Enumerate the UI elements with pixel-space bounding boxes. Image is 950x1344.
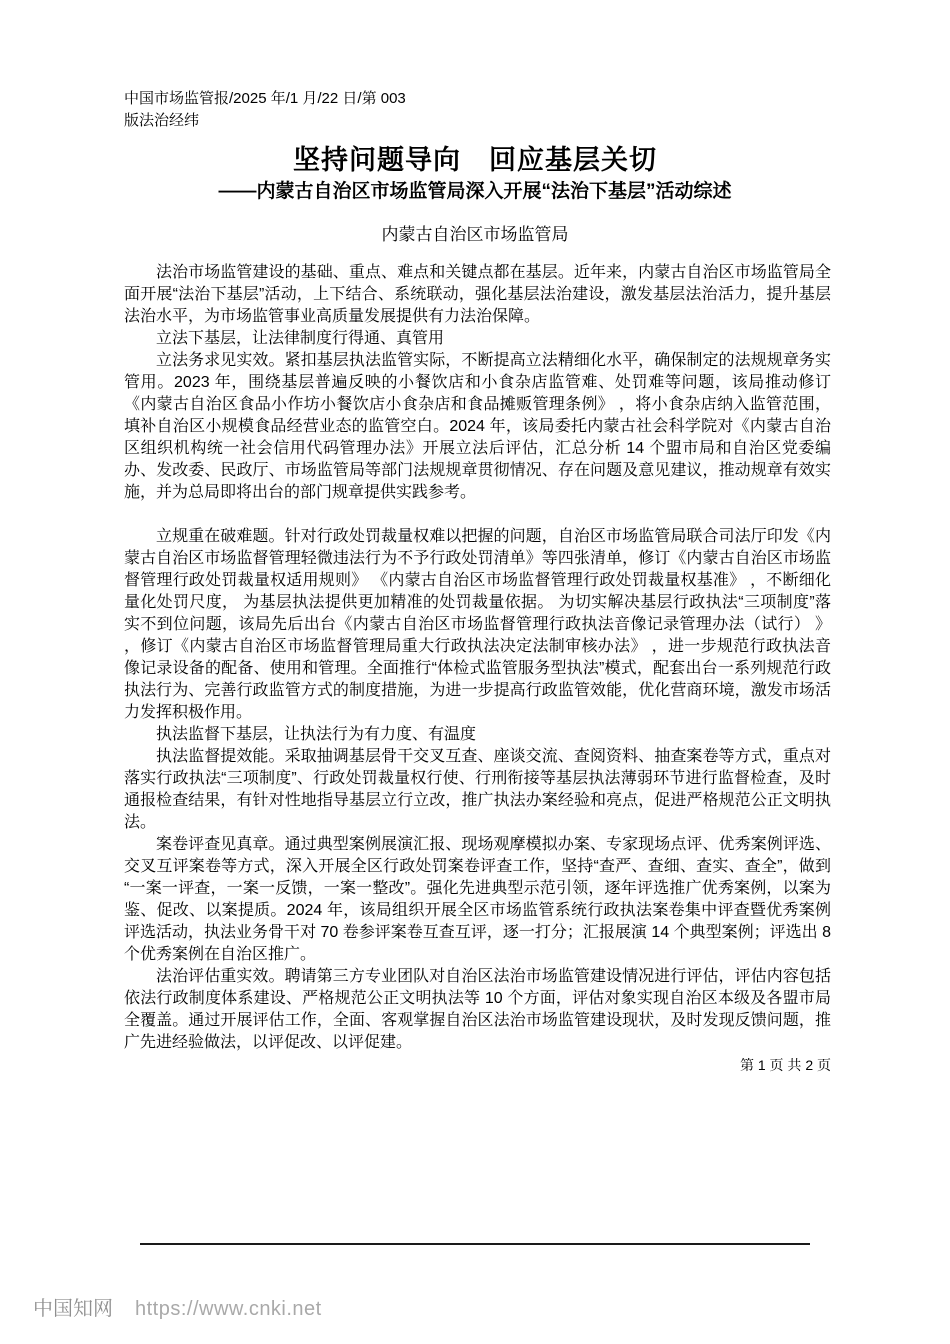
article-paragraph: 案卷评查见真章。通过典型案例展演汇报、现场观摩模拟办案、专家现场点评、优秀案例评选、交叉互评案卷等方式，深入开展全区行政处罚案卷评查工作，坚持“查严、查细、查实、查全”，做到“一案一评查，一案一反馈，一案一整改”。强化先进典型示范引领，逐年评选推广优秀案例，以案为鉴、促改、以案提质。2024 年，该局组织开展全区市场监管系统行政执法案卷集中评查暨优秀案例评选活动，执法业务骨干对 70 卷参评案卷互查互评，逐一打分；汇报展演 14 个典型案例；评选出 8 个优秀案例在自治区推广。: [124, 836, 831, 963]
section-subhead: 立法下基层，让法律制度行得通、真管用: [156, 330, 445, 347]
section-subhead: 执法监督下基层，让执法行为有力度、有温度: [156, 726, 477, 743]
article-paragraph: 执法监督提效能。采取抽调基层骨干交叉互查、座谈交流、查阅资料、抽查案卷等方式，重点对落实行政执法“三项制度”、行政处罚裁量权行使、行刑衔接等基层执法薄弱环节进行监督检查，及时通报检查结果，有针对性地指导基层立行立改，推广执法办案经验和亮点，促进严格规范公正文明执法。: [124, 748, 831, 831]
article-title: 坚持问题导向 回应基层关切: [293, 145, 657, 175]
article-author: 内蒙古自治区市场监管局: [381, 225, 569, 244]
article-paragraph: 法治评估重实效。聘请第三方专业团队对自治区法治市场监管建设情况进行评估，评估内容包括依法行政制度体系建设、严格规范公正文明执法等 10 个方面，评估对象实现自治区本级及各盟市局全覆盖。通过开展评估工作，全面、客观掌握自治区法治市场监管建设现状，及时发现反馈问题，推广先进经验做法，以评促改、以评促建。: [124, 968, 831, 1051]
article-body: [124, 262, 831, 1076]
watermark: [33, 1292, 322, 1321]
publication-info-line2: 版法治经纬: [124, 112, 200, 129]
footer-divider: [140, 1243, 810, 1245]
publication-header: [124, 88, 831, 132]
article-subtitle: ——内蒙古自治区市场监管局深入开展“法治下基层”活动综述: [218, 181, 732, 202]
article-paragraph: 立法务求见实效。紧扣基层执法监管实际，不断提高立法精细化水平，确保制定的法规规章务实管用。2023 年，围绕基层普遍反映的小餐饮店和小食杂店监管难、处罚难等问题，该局推动修订《内蒙古自治区食品小作坊小餐饮店小食杂店和食品摊贩管理条例》 ，将小食杂店纳入监管范围，填补自治区小规模食品经营业态的监管空白。2024 年，该局委托内蒙古社会科学院对《内蒙古自治区组织机构统一社会信用代码管理办法》开展立法后评估，汇总分析 14 个盟市局和自治区党委编办、发改委、民政厅、市场监管局等部门法规规章贯彻情况、存在问题及意见建议，推动规章有效实施，并为总局即将出台的部门规章提供实践参考。: [124, 352, 831, 501]
page-indicator: 第 1 页 共 2 页: [739, 1057, 831, 1073]
article-paragraph: 立规重在破难题。针对行政处罚裁量权难以把握的问题，自治区市场监管局联合司法厅印发《内蒙古自治区市场监督管理轻微违法行为不予行政处罚清单》等四张清单，修订《内蒙古自治区市场监督管理行政处罚裁量权适用规则》 《内蒙古自治区市场监督管理行政处罚裁量权基准》 ，不断细化量化处罚尺度， 为基层执法提供更加精准的处罚裁量依据。 为切实解决基层行政执法“三项制度”落实不到位问题，该局先后出台《内蒙古自治区市场监督管理行政执法音像记录管理办法（试行） 》 ，修订《内蒙古自治区市场监督管理局重大行政执法决定法制审核办法》 ，进一步规范行政执法音像记录设备的配备、使用和管理。全面推行“体检式监管服务型执法”模式，配套出台一系列规范行政执法行为、完善行政监管方式的制度措施，为进一步提高行政监管效能，优化营商环境，激发市场活力发挥积极作用。: [124, 528, 831, 721]
paragraph-spacer: [124, 504, 831, 526]
article-paragraph: 法治市场监管建设的基础、重点、难点和关键点都在基层。近年来，内蒙古自治区市场监管局全面开展“法治下基层”活动，上下结合、系统联动，强化基层法治建设，激发基层法治活力，提升基层法治水平，为市场监管事业高质量发展提供有力法治保障。: [124, 264, 831, 325]
watermark-brand: 中国知网: [33, 1298, 113, 1320]
watermark-url: https://www.cnki.net: [135, 1298, 322, 1320]
publication-info-line1: 中国市场监管报/2025 年/1 月/22 日/第 003: [124, 90, 406, 107]
